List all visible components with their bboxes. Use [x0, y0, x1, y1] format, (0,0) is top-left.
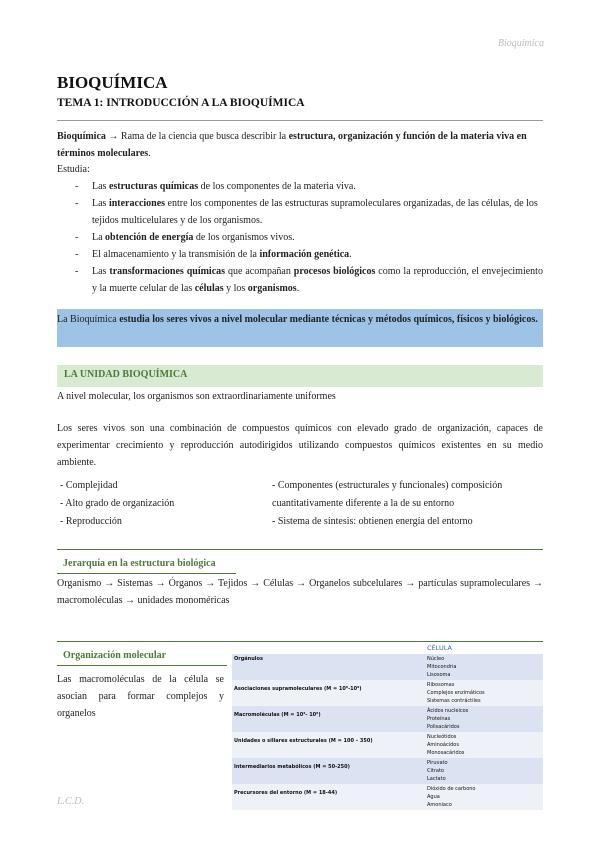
list-item: - La obtención de energía de los organismos vivos. [57, 229, 543, 246]
table-row: Macromoléculas (M = 10³- 10⁶) Ácidos nucleicos Proteínas Polisacáridos [232, 706, 543, 732]
list-item: - Complejidad [60, 480, 118, 491]
hierarchy-underline [57, 573, 236, 574]
unity-paragraph: Los seres vivos son una combinación de compuestos químicos con elevado grado de organización, capaces de experimentar crecimiento y reproducción autodirigidos utilizando compuestos químicos existentes en su medio ambiente. [57, 423, 543, 468]
table-row: Intermediarios metabólicos (M = 50-250) Piruvato Citrato Lactato [232, 758, 543, 784]
highlight-box: La Bioquímica estudia los seres vivos a nivel molecular mediante técnicas y métodos químicos, físicos y biológicos. [57, 309, 543, 347]
cell-table-container [232, 643, 543, 810]
definition-arrow: → [105, 131, 121, 142]
studies-list [57, 178, 543, 297]
highlight-bold: estudia los seres vivos a nivel molecular mediante técnicas y métodos químicos, físicos y biológicos. [119, 314, 538, 325]
list-item: - Sistema de síntesis: obtienen energía del entorno [272, 516, 473, 527]
organization-text: Las macromoléculas de la célula se asocian para formar complejos y organelos [57, 674, 224, 719]
section-organization-heading: Organización molecular [63, 650, 167, 661]
unity-line: A nivel molecular, los organismos son extraordinariamente uniformes [57, 391, 336, 402]
definition-term: Bioquímica [57, 131, 106, 142]
table-row: Unidades o sillares estructurales (M = 100 – 350) Nucleótidos Aminoácidos Monosacáridos [232, 732, 543, 758]
list-item: - Las estructuras químicas de los componentes de la materia viva. [57, 178, 543, 195]
table-row: Asociaciones supramoleculares (M = 10⁶-10⁹) Ribosomas Complejos enzimáticos Sistemas contráctiles [232, 680, 543, 706]
table-row: Precursores del entorno (M = 18-44) Dióxido de carbono Agua Amoniaco [232, 784, 543, 810]
list-item: - Alto grado de organización [60, 498, 175, 509]
page-footer: L.C.D. [57, 796, 84, 807]
section-unity-heading-box [57, 365, 543, 387]
definition-paragraph: Bioquímica → Rama de la ciencia que busca describir la estructura, organización y función de la materia viva en términos moleculares. [57, 131, 527, 159]
organization-divider [57, 641, 543, 642]
unity-right-column [272, 477, 542, 531]
list-item: - Las transformaciones químicas que acompañan procesos biológicos como la reproducción, el envejecimiento y la muerte celular de las células y los organismos. [57, 263, 543, 297]
organization-underline [57, 665, 227, 666]
unity-left-column [60, 477, 260, 531]
page-header: Bioquímica [497, 38, 544, 49]
section-hierarchy-heading: Jerarquía en la estructura biológica [63, 558, 216, 569]
definition-text: Rama de la ciencia que busca describir la [120, 131, 289, 142]
section-unity-heading: LA UNIDAD BIOQUÍMICA [64, 369, 188, 380]
list-item: - Componentes (estructurales y funcionales) composición cuantitativamente diferente a la de su entorno [272, 480, 503, 509]
definition-bold: estructura, organización y función de la materia viva en términos moleculares [57, 131, 527, 159]
topic-title: TEMA 1: INTRODUCCIÓN A LA BIOQUÍMICA [57, 97, 305, 109]
document-title: BIOQUÍMICA [57, 73, 168, 92]
table-row: Orgánulos Núcleo Mitocondria Lisosoma [232, 654, 543, 680]
list-item: - Reproducción [60, 516, 122, 527]
title-divider [57, 120, 543, 121]
cell-table [232, 643, 543, 810]
list-item: - Las interacciones entre los componentes de las estructuras supramoleculares organizadas, de las células, de los tejidos multicelulares y de los organismos. [57, 195, 543, 229]
table-header: CÉLULA [425, 643, 543, 654]
hierarchy-text: Organismo → Sistemas → Órganos → Tejidos → Células → Organelos subcelulares → partículas supramoleculares → macromoléculas → unidades monoméricas [57, 578, 543, 606]
hierarchy-divider [57, 549, 543, 550]
studies-label: Estudia: [57, 164, 90, 175]
list-item: - El almacenamiento y la transmisión de la información genética. [57, 246, 543, 263]
